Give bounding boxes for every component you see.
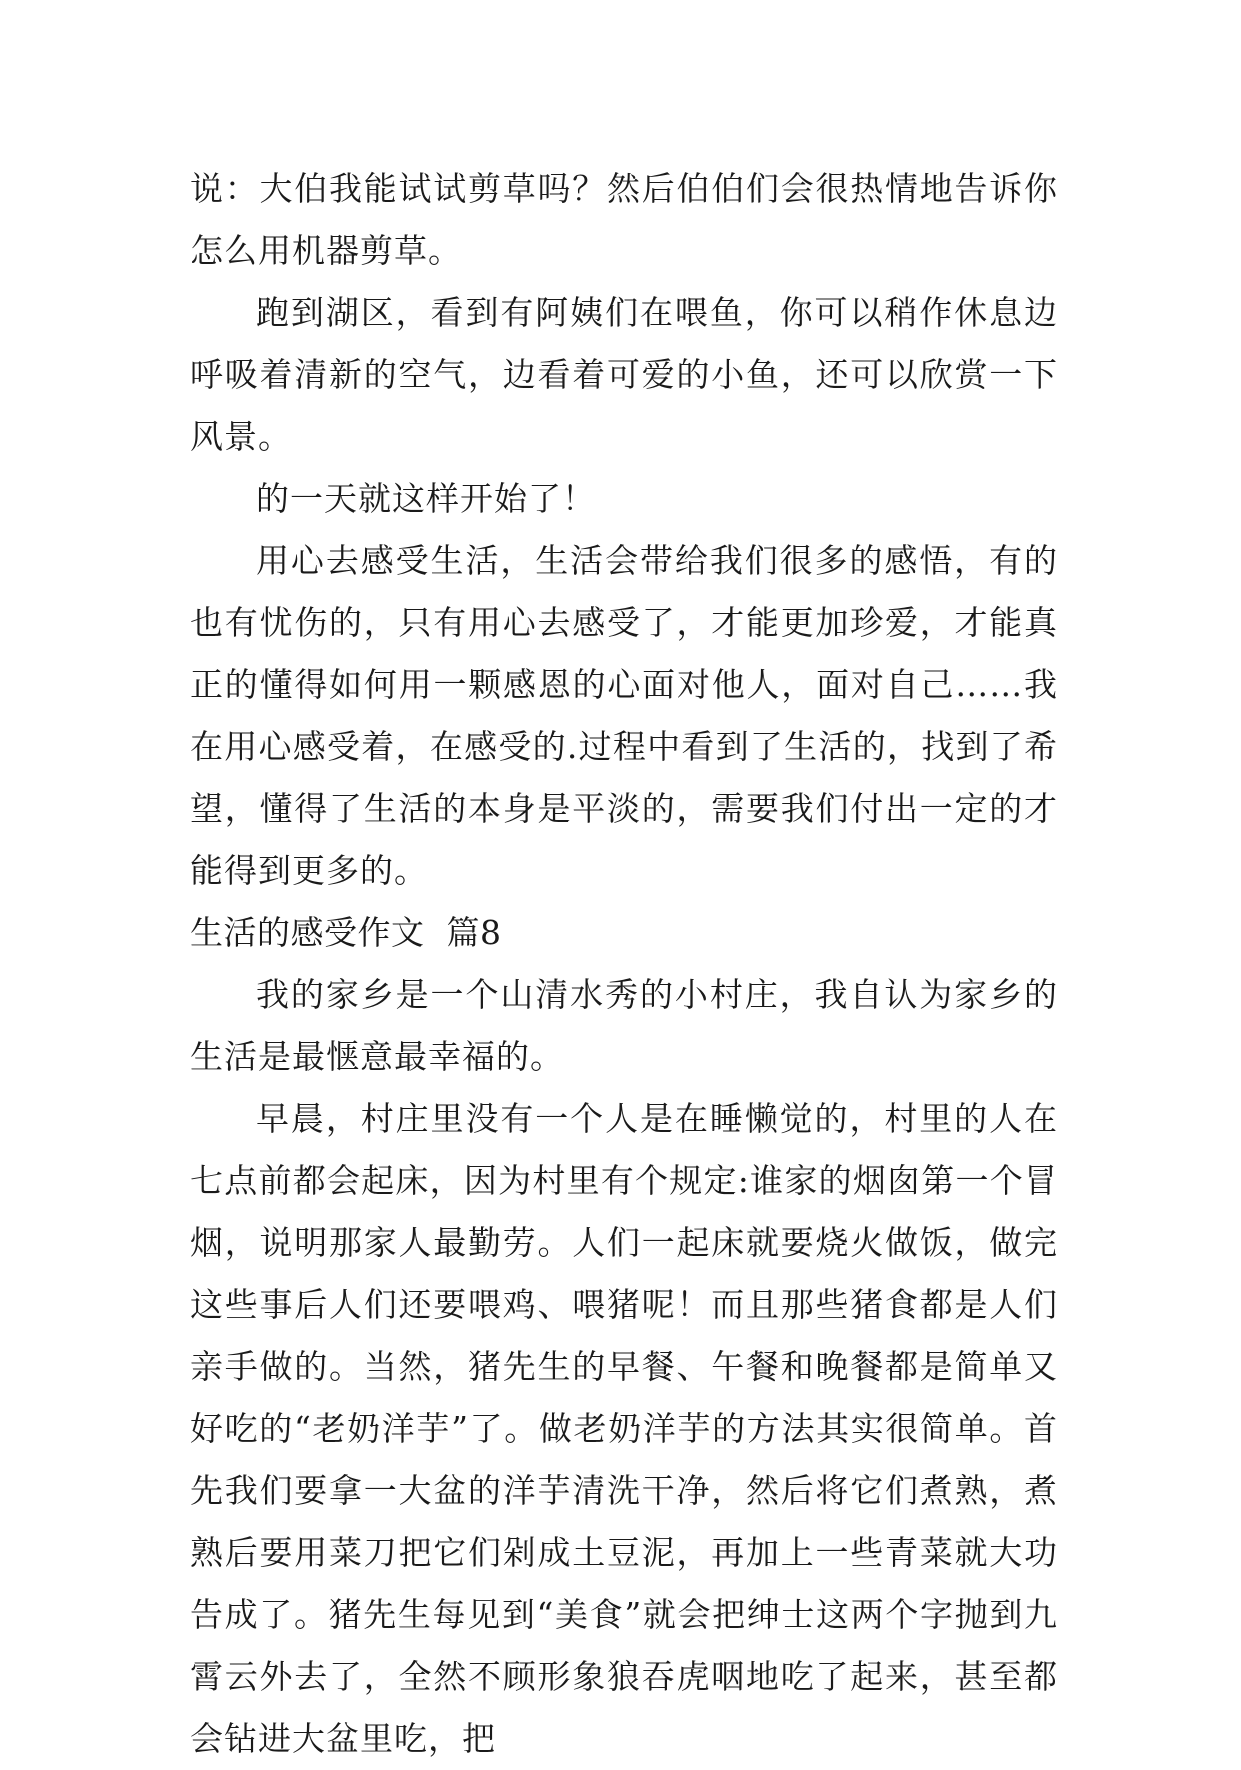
document-page — [190, 158, 1058, 1770]
section-heading: 生活的感受作文 篇8 — [190, 913, 502, 952]
paragraph-1: 说：大伯我能试试剪草吗？然后伯伯们会很热情地告诉你怎么用机器剪草。 — [190, 169, 1058, 270]
paragraph-5: 我的家乡是一个山清水秀的小村庄，我自认为家乡的生活是最惬意最幸福的。 — [190, 975, 1058, 1076]
paragraph-2: 跑到湖区，看到有阿姨们在喂鱼，你可以稍作休息边呼吸着清新的空气，边看着可爱的小鱼，还可以欣赏一下风景。 — [190, 293, 1058, 456]
paragraph-6: 早晨，村庄里没有一个人是在睡懒觉的，村里的人在七点前都会起床，因为村里有个规定:谁家的烟囱第一个冒烟，说明那家人最勤劳。人们一起床就要烧火做饭，做完这些事后人们还要喂鸡、喂猪呢！而且那些猪食都是人们亲手做的。当然，猪先生的早餐、午餐和晚餐都是简单又好吃的“老奶洋芋”了。做老奶洋芋的方法其实很简单。首先我们要拿一大盆的洋芋清洗干净，然后将它们煮熟，煮熟后要用菜刀把它们剁成土豆泥，再加上一些青菜就大功告成了。猪先生每见到“美食”就会把绅士这两个字抛到九霄云外去了，全然不顾形象狼吞虎咽地吃了起来，甚至都会钻进大盆里吃，把 — [190, 1099, 1058, 1758]
paragraph-4: 用心去感受生活，生活会带给我们很多的感悟，有的也有忧伤的，只有用心去感受了，才能更加珍爱，才能真正的懂得如何用一颗感恩的心面对他人，面对自己……我在用心感受着，在感受的.过程中看到了生活的，找到了希望，懂得了生活的本身是平淡的，需要我们付出一定的才能得到更多的。 — [190, 541, 1058, 890]
paragraph-3: 的一天就这样开始了！ — [256, 479, 596, 518]
